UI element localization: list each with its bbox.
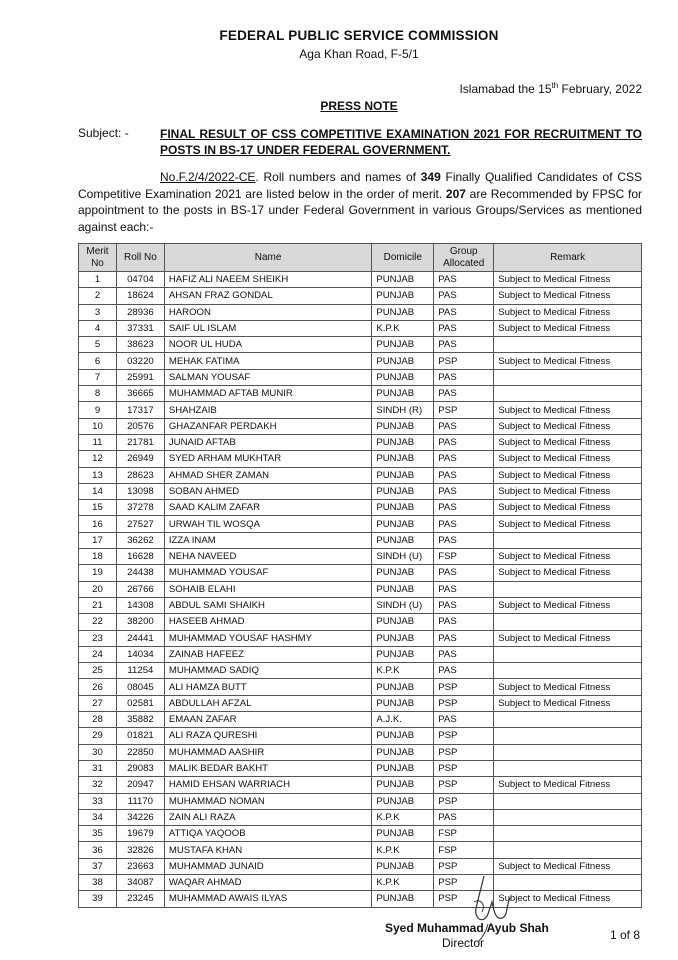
domicile-cell: SINDH (U) [372, 549, 434, 565]
domicile-cell: PUNJAB [372, 695, 434, 711]
remark-cell: Subject to Medical Fitness [494, 353, 642, 369]
group-cell: PSP [434, 695, 494, 711]
table-row [79, 353, 642, 369]
roll-no-cell: 37278 [116, 500, 164, 516]
roll-no-cell: 04704 [116, 272, 164, 288]
name-cell: ABDUL SAMI SHAIKH [164, 597, 371, 613]
roll-no-cell: 35882 [116, 712, 164, 728]
merit-no-cell: 34 [79, 809, 117, 825]
table-row [79, 272, 642, 288]
name-cell: ALI RAZA QURESHI [164, 728, 371, 744]
remark-cell: Subject to Medical Fitness [494, 434, 642, 450]
table-row [79, 418, 642, 434]
group-cell: PAS [434, 809, 494, 825]
table-row [79, 500, 642, 516]
domicile-cell: PUNJAB [372, 418, 434, 434]
group-cell: PSP [434, 874, 494, 890]
domicile-cell: PUNJAB [372, 516, 434, 532]
roll-no-cell: 28936 [116, 304, 164, 320]
name-cell: HASEEB AHMAD [164, 614, 371, 630]
remark-cell [494, 337, 642, 353]
remark-cell: Subject to Medical Fitness [494, 418, 642, 434]
group-cell: PAS [434, 500, 494, 516]
roll-no-cell: 17317 [116, 402, 164, 418]
remark-cell: Subject to Medical Fitness [494, 320, 642, 336]
remark-cell: Subject to Medical Fitness [494, 467, 642, 483]
remark-cell: Subject to Medical Fitness [494, 304, 642, 320]
roll-no-cell: 20947 [116, 777, 164, 793]
page-number: 1 of 8 [609, 928, 640, 942]
name-cell: MUHAMMAD AFTAB MUNIR [164, 386, 371, 402]
table-row [79, 809, 642, 825]
name-cell: HAMID EHSAN WARRIACH [164, 777, 371, 793]
domicile-cell: SINDH (R) [372, 402, 434, 418]
domicile-cell: PUNJAB [372, 646, 434, 662]
subject-text: FINAL RESULT OF CSS COMPETITIVE EXAMINATION 2021 FOR RECRUITMENT TO POSTS IN BS-17 UNDER FEDERAL GOVERNMENT. [160, 127, 642, 157]
merit-no-cell: 1 [79, 272, 117, 288]
domicile-cell: PUNJAB [372, 353, 434, 369]
group-cell: FSP [434, 549, 494, 565]
merit-no-cell: 11 [79, 434, 117, 450]
domicile-cell: K.P.K [372, 874, 434, 890]
remark-cell: Subject to Medical Fitness [494, 695, 642, 711]
roll-no-cell: 29083 [116, 760, 164, 776]
group-cell: PSP [434, 858, 494, 874]
remark-cell: Subject to Medical Fitness [494, 549, 642, 565]
name-cell: MUHAMMAD AWAIS ILYAS [164, 891, 371, 907]
name-cell: SOHAIB ELAHI [164, 581, 371, 597]
roll-no-cell: 01821 [116, 728, 164, 744]
remark-cell: Subject to Medical Fitness [494, 451, 642, 467]
table-row [79, 679, 642, 695]
domicile-cell: PUNJAB [372, 386, 434, 402]
group-cell: PAS [434, 597, 494, 613]
group-cell: PSP [434, 744, 494, 760]
roll-no-cell: 26766 [116, 581, 164, 597]
table-row [79, 614, 642, 630]
table-row [79, 516, 642, 532]
group-cell: PSP [434, 891, 494, 907]
roll-no-cell: 23663 [116, 858, 164, 874]
domicile-cell: PUNJAB [372, 451, 434, 467]
roll-no-cell: 36262 [116, 532, 164, 548]
roll-no-cell: 24441 [116, 630, 164, 646]
remark-cell [494, 581, 642, 597]
table-row [79, 858, 642, 874]
roll-no-cell: 21781 [116, 434, 164, 450]
group-cell: PAS [434, 663, 494, 679]
signatory-title: Director [442, 936, 485, 950]
merit-no-cell: 16 [79, 516, 117, 532]
reference-number: No.F.2/4/2022-CE [160, 170, 256, 184]
merit-no-cell: 7 [79, 369, 117, 385]
remark-cell: Subject to Medical Fitness [494, 565, 642, 581]
remark-cell: Subject to Medical Fitness [494, 483, 642, 499]
domicile-cell: PUNJAB [372, 744, 434, 760]
header-roll-no: Roll No [116, 244, 164, 272]
group-cell: PSP [434, 402, 494, 418]
name-cell: SYED ARHAM MUKHTAR [164, 451, 371, 467]
group-cell: PSP [434, 760, 494, 776]
domicile-cell: PUNJAB [372, 304, 434, 320]
domicile-cell: PUNJAB [372, 891, 434, 907]
roll-no-cell: 38623 [116, 337, 164, 353]
table-row [79, 874, 642, 890]
domicile-cell: K.P.K [372, 809, 434, 825]
roll-no-cell: 08045 [116, 679, 164, 695]
roll-no-cell: 11254 [116, 663, 164, 679]
name-cell: SAAD KALIM ZAFAR [164, 500, 371, 516]
domicile-cell: PUNJAB [372, 434, 434, 450]
table-row [79, 386, 642, 402]
domicile-cell: PUNJAB [372, 614, 434, 630]
table-row [79, 663, 642, 679]
name-cell: JUNAID AFTAB [164, 434, 371, 450]
group-cell: PAS [434, 434, 494, 450]
remark-cell [494, 532, 642, 548]
remark-cell: Subject to Medical Fitness [494, 597, 642, 613]
group-cell: PAS [434, 532, 494, 548]
roll-no-cell: 18624 [116, 288, 164, 304]
domicile-cell: PUNJAB [372, 483, 434, 499]
name-cell: SOBAN AHMED [164, 483, 371, 499]
merit-no-cell: 21 [79, 597, 117, 613]
merit-no-cell: 36 [79, 842, 117, 858]
remark-cell [494, 826, 642, 842]
remark-cell: Subject to Medical Fitness [494, 402, 642, 418]
roll-no-cell: 16628 [116, 549, 164, 565]
merit-no-cell: 8 [79, 386, 117, 402]
domicile-cell: PUNJAB [372, 337, 434, 353]
table-row [79, 565, 642, 581]
name-cell: SHAHZAIB [164, 402, 371, 418]
merit-no-cell: 32 [79, 777, 117, 793]
table-row [79, 842, 642, 858]
merit-no-cell: 17 [79, 532, 117, 548]
merit-no-cell: 23 [79, 630, 117, 646]
table-row [79, 532, 642, 548]
organization-title: FEDERAL PUBLIC SERVICE COMMISSION [219, 28, 499, 43]
remark-cell: Subject to Medical Fitness [494, 777, 642, 793]
group-cell: PAS [434, 646, 494, 662]
roll-no-cell: 37331 [116, 320, 164, 336]
remark-cell: Subject to Medical Fitness [494, 288, 642, 304]
group-cell: PAS [434, 386, 494, 402]
remark-cell: Subject to Medical Fitness [494, 516, 642, 532]
group-cell: PAS [434, 418, 494, 434]
name-cell: SAIF UL ISLAM [164, 320, 371, 336]
table-row [79, 744, 642, 760]
merit-no-cell: 30 [79, 744, 117, 760]
table-row [79, 793, 642, 809]
domicile-cell: K.P.K [372, 663, 434, 679]
roll-no-cell: 11170 [116, 793, 164, 809]
merit-no-cell: 39 [79, 891, 117, 907]
remark-cell [494, 663, 642, 679]
group-cell: PAS [434, 483, 494, 499]
table-row [79, 581, 642, 597]
merit-no-cell: 26 [79, 679, 117, 695]
merit-no-cell: 33 [79, 793, 117, 809]
table-row [79, 597, 642, 613]
name-cell: URWAH TIL WOSQA [164, 516, 371, 532]
domicile-cell: PUNJAB [372, 760, 434, 776]
group-cell: PAS [434, 516, 494, 532]
merit-no-cell: 28 [79, 712, 117, 728]
table-row [79, 712, 642, 728]
table-row [79, 760, 642, 776]
group-cell: PAS [434, 565, 494, 581]
header-group-allocated: Group Allocated [434, 244, 494, 272]
roll-no-cell: 34087 [116, 874, 164, 890]
domicile-cell: PUNJAB [372, 565, 434, 581]
table-row [79, 288, 642, 304]
remark-cell [494, 386, 642, 402]
table-row [79, 826, 642, 842]
name-cell: MUHAMMAD AASHIR [164, 744, 371, 760]
roll-no-cell: 14308 [116, 597, 164, 613]
domicile-cell: PUNJAB [372, 467, 434, 483]
group-cell: PAS [434, 337, 494, 353]
domicile-cell: PUNJAB [372, 679, 434, 695]
name-cell: ABDULLAH AFZAL [164, 695, 371, 711]
signatory-name: Syed Muhammad Ayub Shah [385, 921, 549, 935]
name-cell: NOOR UL HUDA [164, 337, 371, 353]
intro-paragraph: No.F.2/4/2022-CE. Roll numbers and names of 349 Finally Qualified Candidates of CSS Competitive Examination 2021 are listed below in the order of merit. 207 are Recommended by FPSC for appointment to the posts in BS-17 under Federal Government in various Groups/Services as mentioned against each:- [78, 170, 642, 234]
merit-no-cell: 2 [79, 288, 117, 304]
merit-no-cell: 6 [79, 353, 117, 369]
group-cell: FSP [434, 826, 494, 842]
name-cell: GHAZANFAR PERDAKH [164, 418, 371, 434]
group-cell: PAS [434, 320, 494, 336]
group-cell: PAS [434, 712, 494, 728]
merit-no-cell: 9 [79, 402, 117, 418]
domicile-cell: PUNJAB [372, 630, 434, 646]
subject-label: Subject: - [78, 126, 129, 140]
domicile-cell: SINDH (U) [372, 597, 434, 613]
group-cell: PAS [434, 467, 494, 483]
group-cell: PAS [434, 630, 494, 646]
merit-no-cell: 31 [79, 760, 117, 776]
merit-no-cell: 5 [79, 337, 117, 353]
group-cell: PAS [434, 304, 494, 320]
press-note-heading: PRESS NOTE [320, 99, 398, 113]
name-cell: IZZA INAM [164, 532, 371, 548]
table-row [79, 451, 642, 467]
remark-cell [494, 646, 642, 662]
name-cell: WAQAR AHMAD [164, 874, 371, 890]
remark-cell [494, 744, 642, 760]
merit-no-cell: 18 [79, 549, 117, 565]
remark-cell: Subject to Medical Fitness [494, 500, 642, 516]
domicile-cell: PUNJAB [372, 728, 434, 744]
table-row [79, 320, 642, 336]
merit-no-cell: 19 [79, 565, 117, 581]
merit-no-cell: 29 [79, 728, 117, 744]
name-cell: MUSTAFA KHAN [164, 842, 371, 858]
domicile-cell: PUNJAB [372, 369, 434, 385]
domicile-cell: K.P.K [372, 842, 434, 858]
name-cell: MUHAMMAD SADIQ [164, 663, 371, 679]
remark-cell [494, 809, 642, 825]
merit-no-cell: 10 [79, 418, 117, 434]
results-table [78, 243, 642, 908]
roll-no-cell: 02581 [116, 695, 164, 711]
merit-no-cell: 12 [79, 451, 117, 467]
remark-cell: Subject to Medical Fitness [494, 630, 642, 646]
roll-no-cell: 03220 [116, 353, 164, 369]
table-row [79, 304, 642, 320]
table-row [79, 483, 642, 499]
table-row [79, 728, 642, 744]
name-cell: MUHAMMAD YOUSAF [164, 565, 371, 581]
domicile-cell: PUNJAB [372, 826, 434, 842]
table-row [79, 630, 642, 646]
merit-no-cell: 35 [79, 826, 117, 842]
name-cell: HAROON [164, 304, 371, 320]
name-cell: MEHAK FATIMA [164, 353, 371, 369]
group-cell: PAS [434, 614, 494, 630]
group-cell: FSP [434, 842, 494, 858]
group-cell: PSP [434, 353, 494, 369]
name-cell: ATTIQA YAQOOB [164, 826, 371, 842]
roll-no-cell: 32826 [116, 842, 164, 858]
table-row [79, 891, 642, 907]
table-row [79, 549, 642, 565]
roll-no-cell: 38200 [116, 614, 164, 630]
merit-no-cell: 22 [79, 614, 117, 630]
header-merit-no: Merit No [79, 244, 117, 272]
table-row [79, 695, 642, 711]
merit-no-cell: 27 [79, 695, 117, 711]
table-row [79, 434, 642, 450]
organization-address: Aga Khan Road, F-5/1 [299, 47, 419, 61]
domicile-cell: PUNJAB [372, 777, 434, 793]
remark-cell [494, 614, 642, 630]
name-cell: ALI HAMZA BUTT [164, 679, 371, 695]
remark-cell: Subject to Medical Fitness [494, 272, 642, 288]
remark-cell [494, 760, 642, 776]
roll-no-cell: 14034 [116, 646, 164, 662]
name-cell: EMAAN ZAFAR [164, 712, 371, 728]
roll-no-cell: 36665 [116, 386, 164, 402]
table-row [79, 646, 642, 662]
roll-no-cell: 23245 [116, 891, 164, 907]
merit-no-cell: 37 [79, 858, 117, 874]
header-name: Name [164, 244, 371, 272]
merit-no-cell: 3 [79, 304, 117, 320]
name-cell: MALIK BEDAR BAKHT [164, 760, 371, 776]
roll-no-cell: 19679 [116, 826, 164, 842]
issue-date: Islamabad the 15th February, 2022 [459, 81, 642, 96]
header-remark: Remark [494, 244, 642, 272]
roll-no-cell: 34226 [116, 809, 164, 825]
remark-cell: Subject to Medical Fitness [494, 679, 642, 695]
domicile-cell: PUNJAB [372, 532, 434, 548]
roll-no-cell: 27527 [116, 516, 164, 532]
roll-no-cell: 28623 [116, 467, 164, 483]
table-row [79, 402, 642, 418]
table-header-row [79, 244, 642, 272]
group-cell: PAS [434, 581, 494, 597]
name-cell: SALMAN YOUSAF [164, 369, 371, 385]
domicile-cell: A.J.K. [372, 712, 434, 728]
domicile-cell: PUNJAB [372, 793, 434, 809]
remark-cell [494, 793, 642, 809]
merit-no-cell: 38 [79, 874, 117, 890]
roll-no-cell: 13098 [116, 483, 164, 499]
name-cell: HAFIZ ALI NAEEM SHEIKH [164, 272, 371, 288]
domicile-cell: PUNJAB [372, 500, 434, 516]
group-cell: PSP [434, 679, 494, 695]
roll-no-cell: 26949 [116, 451, 164, 467]
name-cell: ZAIN ALI RAZA [164, 809, 371, 825]
name-cell: NEHA NAVEED [164, 549, 371, 565]
name-cell: ZAINAB HAFEEZ [164, 646, 371, 662]
remark-cell [494, 842, 642, 858]
group-cell: PAS [434, 369, 494, 385]
domicile-cell: PUNJAB [372, 581, 434, 597]
group-cell: PAS [434, 288, 494, 304]
merit-no-cell: 15 [79, 500, 117, 516]
merit-no-cell: 4 [79, 320, 117, 336]
merit-no-cell: 14 [79, 483, 117, 499]
remark-cell: Subject to Medical Fitness [494, 891, 642, 907]
group-cell: PAS [434, 272, 494, 288]
table-row [79, 337, 642, 353]
group-cell: PSP [434, 793, 494, 809]
roll-no-cell: 22850 [116, 744, 164, 760]
name-cell: AHSAN FRAZ GONDAL [164, 288, 371, 304]
group-cell: PSP [434, 728, 494, 744]
roll-no-cell: 25991 [116, 369, 164, 385]
domicile-cell: PUNJAB [372, 858, 434, 874]
name-cell: MUHAMMAD JUNAID [164, 858, 371, 874]
table-row [79, 777, 642, 793]
name-cell: AHMAD SHER ZAMAN [164, 467, 371, 483]
table-row [79, 369, 642, 385]
roll-no-cell: 24438 [116, 565, 164, 581]
domicile-cell: PUNJAB [372, 272, 434, 288]
name-cell: MUHAMMAD NOMAN [164, 793, 371, 809]
remark-cell [494, 369, 642, 385]
header-domicile: Domicile [372, 244, 434, 272]
roll-no-cell: 20576 [116, 418, 164, 434]
domicile-cell: K.P.K [372, 320, 434, 336]
merit-no-cell: 24 [79, 646, 117, 662]
table-row [79, 467, 642, 483]
name-cell: MUHAMMAD YOUSAF HASHMY [164, 630, 371, 646]
remark-cell [494, 728, 642, 744]
remark-cell [494, 712, 642, 728]
remark-cell: Subject to Medical Fitness [494, 858, 642, 874]
merit-no-cell: 13 [79, 467, 117, 483]
merit-no-cell: 20 [79, 581, 117, 597]
group-cell: PAS [434, 451, 494, 467]
group-cell: PSP [434, 777, 494, 793]
domicile-cell: PUNJAB [372, 288, 434, 304]
merit-no-cell: 25 [79, 663, 117, 679]
